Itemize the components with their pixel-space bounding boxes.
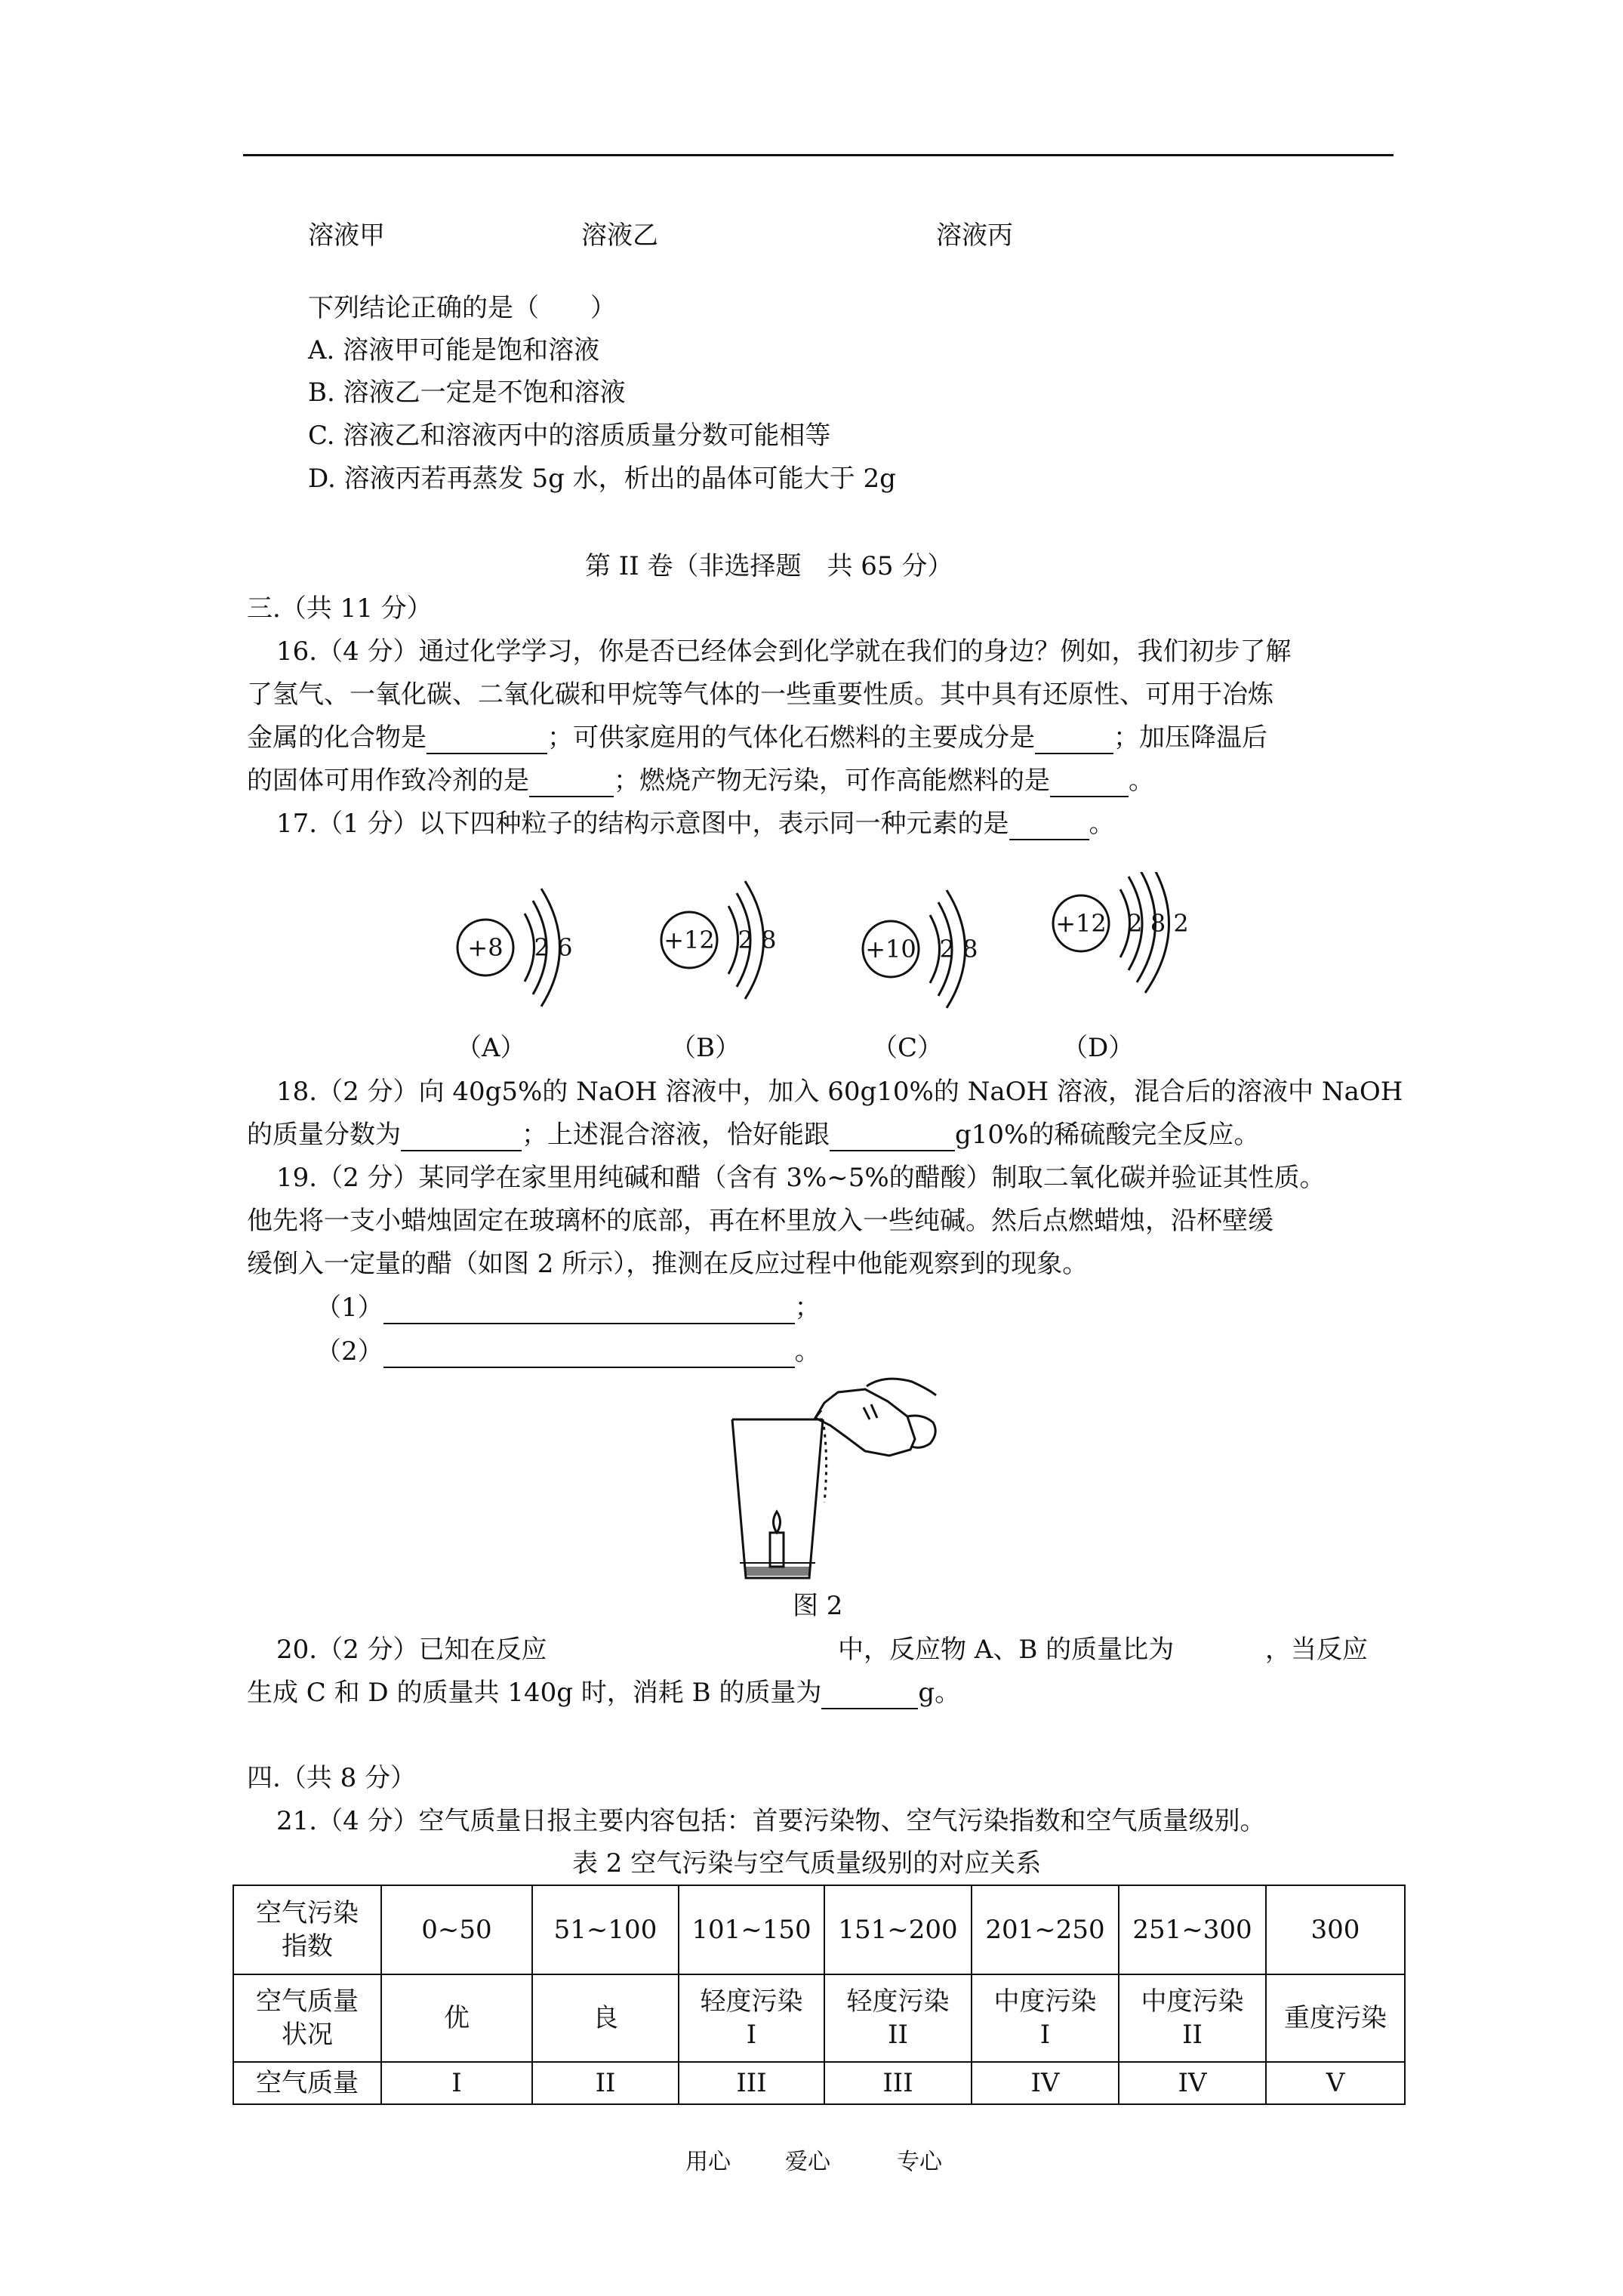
q19-line1: 19.（2 分）某同学在家里用纯碱和醋（含有 3%~5%的醋酸）制取二氧化碳并验证其性质。 <box>276 1163 1326 1193</box>
bottle-label-mark-2 <box>871 1404 877 1418</box>
q19-item1-end: ； <box>794 1293 821 1323</box>
table-row-status <box>233 1974 1405 2062</box>
cell: 0~50 <box>381 1885 532 1974</box>
table-caption: 表 2 空气污染与空气质量级别的对应关系 <box>572 1848 1042 1878</box>
header-rule <box>243 154 1394 156</box>
head-line: 指数 <box>282 1931 333 1962</box>
q20-blank[interactable] <box>821 1682 918 1709</box>
sediment-layer <box>746 1567 809 1576</box>
q18-line2-part3: g10%的稀硫酸完全反应。 <box>955 1120 1260 1150</box>
q19-item2-end: 。 <box>794 1336 821 1367</box>
atom-b-label: （B） <box>670 1033 741 1063</box>
q18-line2-part1: 的质量分数为 <box>247 1120 401 1150</box>
cell: V <box>1266 2062 1405 2104</box>
q16-line3-part2: ；可供家庭用的气体化石燃料的主要成分是 <box>547 723 1035 753</box>
cell: 良 <box>532 1974 679 2062</box>
q20-line1-part1: 20.（2 分）已知在反应 <box>276 1635 547 1665</box>
head-line: 状况 <box>282 2020 333 2050</box>
atom-a-nucleus: +8 <box>467 933 504 962</box>
footer-zhuanxin: 专心 <box>897 2149 942 2175</box>
cell: 151~200 <box>824 1885 972 1974</box>
q15-option-b: B. 溶液乙一定是不饱和溶液 <box>308 378 626 408</box>
cell <box>679 1974 824 2062</box>
q15-option-a: A. 溶液甲可能是饱和溶液 <box>308 335 600 365</box>
atom-a-label: （A） <box>456 1033 526 1063</box>
solution-label-c: 溶液丙 <box>936 220 1013 251</box>
q19-item2-label: （2） <box>316 1336 383 1367</box>
q16-line3-part1: 金属的化合物是 <box>247 723 427 753</box>
q16-line3 <box>247 721 1267 754</box>
cell: IV <box>972 2062 1119 2104</box>
vinegar-stream <box>823 1419 827 1502</box>
q19-item2 <box>316 1335 821 1368</box>
atom-d-label: （D） <box>1062 1033 1135 1063</box>
atom-c-shells: 2 8 <box>939 935 978 963</box>
q17-end: 。 <box>1089 809 1115 839</box>
q19-answer-2[interactable] <box>383 1341 795 1368</box>
cell: III <box>679 2062 824 2104</box>
table-row-level <box>233 2062 1405 2104</box>
q20-line1-part3: ，当反应 <box>1265 1635 1368 1665</box>
atom-b-nucleus: +12 <box>664 926 715 954</box>
cell: II <box>532 2062 679 2104</box>
atom-a-shells: 2 6 <box>534 933 573 962</box>
cell-line: 中度污染 <box>993 1986 1097 2017</box>
q18-blank-2[interactable] <box>830 1124 955 1151</box>
hand-upper <box>867 1379 936 1395</box>
q16-line1: 16.（4 分）通过化学学习，你是否已经体会到化学就在我们的身边？例如，我们初步了解 <box>276 636 1292 667</box>
table-row-index <box>233 1885 1405 1974</box>
figure-2-candle-glass <box>710 1374 966 1593</box>
vinegar-bottle <box>815 1389 915 1456</box>
q16-line4-part1: 的固体可用作致冷剂的是 <box>247 766 529 796</box>
q15-stem: 下列结论正确的是（ ） <box>308 293 616 323</box>
q16-line3-part3: ；加压降温后 <box>1113 723 1267 753</box>
cell-line: 中度污染 <box>1141 1986 1244 2017</box>
q19-line2: 他先将一支小蜡烛固定在玻璃杯的底部，再在杯里放入一些纯碱。然后点燃蜡烛，沿杯壁缓 <box>247 1206 1273 1236</box>
q19-answer-1[interactable] <box>383 1297 795 1324</box>
q20-line2-part1: 生成 C 和 D 的质量共 140g 时，消耗 B 的质量为 <box>247 1678 822 1708</box>
cell: IV <box>1119 2062 1266 2104</box>
q16-line4-part2: ；燃烧产物无污染，可作高能燃料的是 <box>614 766 1050 796</box>
head-line: 空气质量 <box>256 1986 359 2017</box>
cell: 重度污染 <box>1266 1974 1405 2062</box>
q15-option-d: D. 溶液丙若再蒸发 5g 水，析出的晶体可能大于 2g <box>308 464 896 494</box>
footer-yongxin: 用心 <box>685 2149 731 2175</box>
solution-label-b: 溶液乙 <box>581 220 658 251</box>
atom-b-shell-1 <box>728 906 738 974</box>
footer-aixin: 爱心 <box>785 2149 830 2175</box>
section4-title: 四.（共 8 分） <box>247 1763 417 1793</box>
q16-blank-3[interactable] <box>529 770 614 797</box>
cell <box>824 1974 972 2062</box>
row-head-status <box>233 1974 381 2062</box>
q17-blank[interactable] <box>1009 813 1089 840</box>
cell-line: I <box>1039 2020 1051 2050</box>
atom-a-shell-1 <box>525 914 534 982</box>
atom-c-label: （C） <box>872 1033 944 1063</box>
cell: 51~100 <box>532 1885 679 1974</box>
cell: 201~250 <box>972 1885 1119 1974</box>
q19-item1-label: （1） <box>316 1293 383 1323</box>
section3-title: 三.（共 11 分） <box>247 593 433 624</box>
atom-d-shells: 2 8 2 <box>1127 909 1189 938</box>
q17-text: 17.（1 分）以下四种粒子的结构示意图中，表示同一种元素的是 <box>276 809 1009 839</box>
part2-title: 第 II 卷（非选择题 共 65 分） <box>585 551 953 581</box>
row-head-level: 空气质量 <box>233 2062 381 2104</box>
q20-line2 <box>247 1676 960 1709</box>
q18-blank-1[interactable] <box>401 1124 522 1151</box>
q16-blank-2[interactable] <box>1035 727 1113 754</box>
atom-c-nucleus: +10 <box>865 935 916 963</box>
cell: 300 <box>1266 1885 1405 1974</box>
q20-line2-part2: g。 <box>918 1678 961 1708</box>
cell-line: II <box>1182 2020 1203 2050</box>
q16-blank-1[interactable] <box>427 727 547 754</box>
q17-line <box>276 807 1115 840</box>
q21-text: 21.（4 分）空气质量日报主要内容包括：首要污染物、空气污染指数和空气质量级别。 <box>276 1806 1266 1836</box>
bottle-label-mark-1 <box>864 1407 870 1419</box>
q18-line2-part2: ；上述混合溶液，恰好能跟 <box>522 1120 830 1150</box>
cell: 优 <box>381 1974 532 2062</box>
q15-option-c: C. 溶液乙和溶液丙中的溶质质量分数可能相等 <box>308 421 831 451</box>
cell: III <box>824 2062 972 2104</box>
q16-line2: 了氢气、一氧化碳、二氧化碳和甲烷等气体的一些重要性质。其中具有还原性、可用于冶炼 <box>247 680 1273 710</box>
q16-line4-part3: 。 <box>1129 766 1154 796</box>
figure-2-caption: 图 2 <box>793 1591 843 1621</box>
cell: 101~150 <box>679 1885 824 1974</box>
cell: 251~300 <box>1119 1885 1266 1974</box>
q19-line3: 缓倒入一定量的醋（如图 2 所示），推测在反应过程中他能观察到的现象。 <box>247 1249 1089 1279</box>
cell <box>972 1974 1119 2062</box>
cell: I <box>381 2062 532 2104</box>
head-line: 空气污染 <box>256 1898 359 1928</box>
air-quality-table <box>233 1885 1406 2105</box>
candle-flame <box>774 1512 781 1533</box>
atom-b-shells: 2 8 <box>738 926 777 954</box>
atom-c-shell-1 <box>930 915 940 983</box>
candle-body <box>770 1533 784 1567</box>
q16-line4 <box>247 764 1154 797</box>
q18-line1: 18.（2 分）向 40g5%的 NaOH 溶液中，加入 60g10%的 NaOH 溶液，混合后的溶液中 NaOH <box>276 1077 1403 1107</box>
atom-d-nucleus: +12 <box>1055 909 1107 938</box>
row-head-index <box>233 1885 381 1974</box>
q19-item1 <box>316 1291 821 1324</box>
glass-bottom-sediment <box>746 1567 809 1576</box>
q20-line1-part2: 中，反应物 A、B 的质量比为 <box>838 1635 1175 1665</box>
cell <box>1119 1974 1266 2062</box>
glass-outline <box>732 1419 823 1578</box>
cell-line: I <box>746 2020 757 2050</box>
cell-line: II <box>888 2020 908 2050</box>
solution-label-a: 溶液甲 <box>308 220 385 251</box>
q18-line2 <box>247 1118 1259 1151</box>
q16-blank-4[interactable] <box>1050 770 1129 797</box>
cell-line: 轻度污染 <box>700 1986 803 2017</box>
cell-line: 轻度污染 <box>846 1986 950 2017</box>
